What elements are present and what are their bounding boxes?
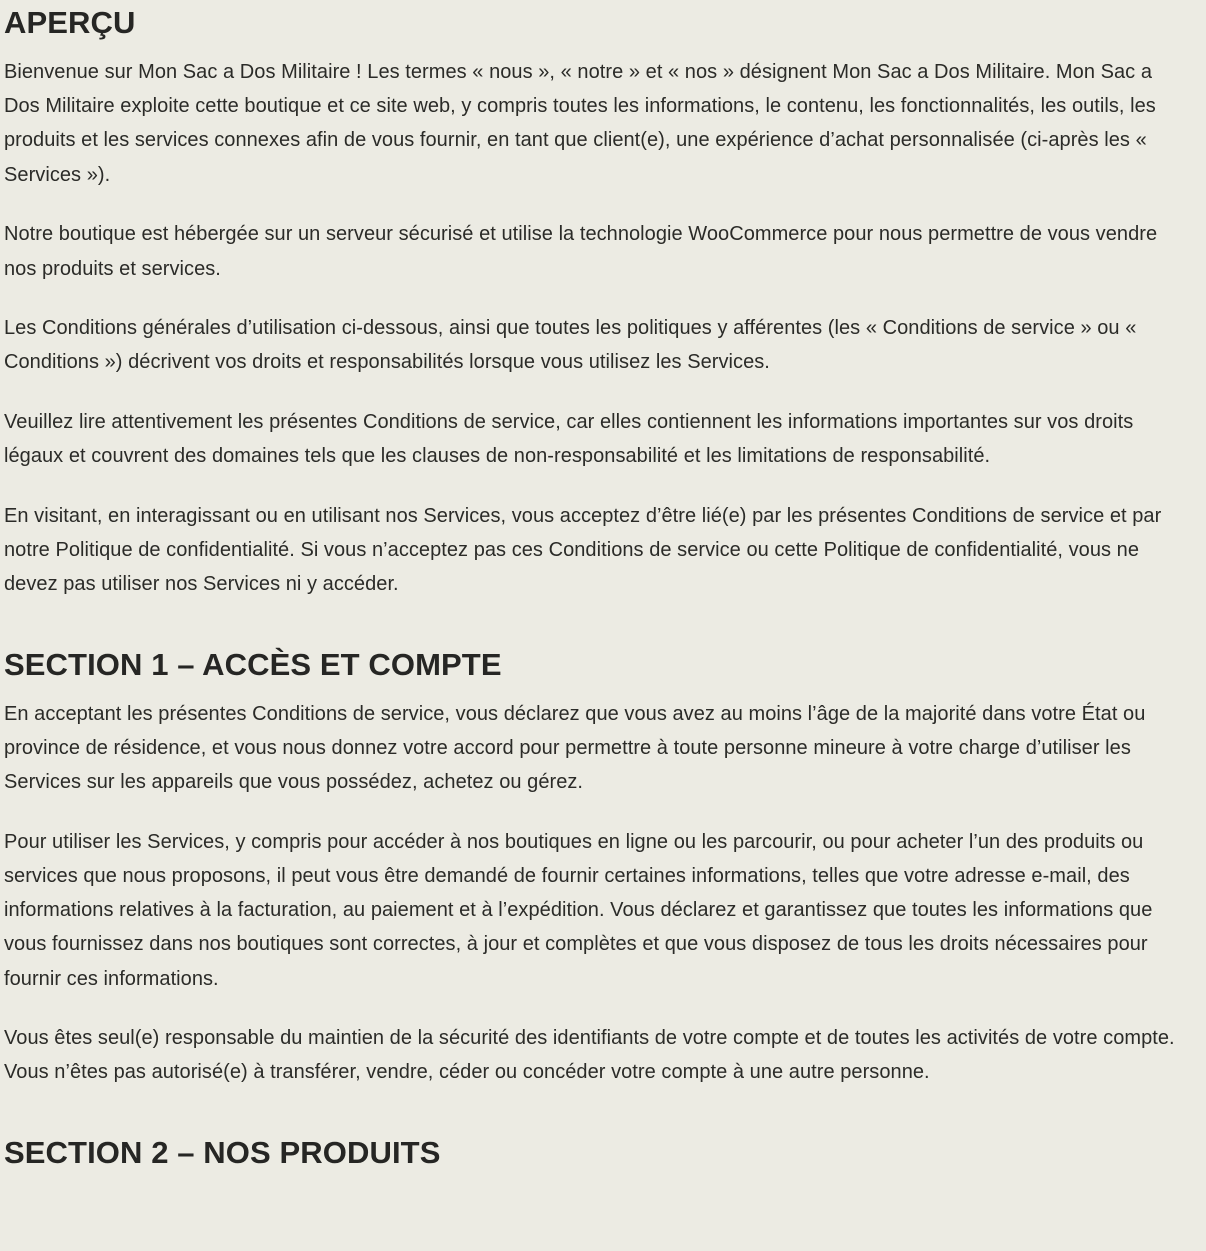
- terms-content: [0, 3, 1206, 1173]
- section1-paragraph-1: En acceptant les présentes Conditions de service, vous déclarez que vous avez au moins l’âge de la majorité dans votre État ou province de résidence, et vous nous donnez votre accord pour permettre à toute personne mineure à votre charge d’utiliser les Services sur les appareils que vous possédez, achetez ou gérez.: [4, 702, 1146, 794]
- heading-overview: APERÇU: [4, 5, 136, 40]
- overview-paragraph-5: En visitant, en interagissant ou en utilisant nos Services, vous acceptez d’être lié(e) par les présentes Conditions de service et par notre Politique de confidentialité. Si vous n’acceptez pas ces Conditions de service ou cette Politique de confidentialité, vous ne devez pas utiliser nos Services ni y accéder.: [4, 505, 1162, 596]
- overview-paragraph-4: Veuillez lire attentivement les présentes Conditions de service, car elles contiennent les informations importantes sur vos droits légaux et couvrent des domaines tels que les clauses de non-responsabilité et les limitations de responsabilité.: [4, 411, 1134, 468]
- section1-paragraph-2: Pour utiliser les Services, y compris pour accéder à nos boutiques en ligne ou les parcourir, ou pour acheter l’un des produits ou services que nous proposons, il peut vous être demandé de fournir certaines informations, telles que votre adresse e-mail, des informations relatives à la facturation, au paiement et à l’expédition. Vous déclarez et garantissez que toutes les informations que vous fournissez dans nos boutiques sont correctes, à jour et complètes et que vous disposez de tous les droits nécessaires pour fournir ces informations.: [4, 830, 1153, 990]
- overview-paragraph-3: Les Conditions générales d’utilisation ci-dessous, ainsi que toutes les politiques y afférentes (les « Conditions de service » ou « Conditions ») décrivent vos droits et responsabilités lorsque vous utilisez les Services.: [4, 317, 1137, 374]
- heading-section-1: SECTION 1 – ACCÈS ET COMPTE: [4, 646, 502, 682]
- section1-paragraph-3: Vous êtes seul(e) responsable du maintien de la sécurité des identifiants de votre compte et de toutes les activités de votre compte. Vous n’êtes pas autorisé(e) à transférer, vendre, céder ou concéder votre compte à une autre personne.: [4, 1027, 1175, 1084]
- overview-paragraph-1: Bienvenue sur Mon Sac a Dos Militaire ! Les termes « nous », « notre » et « nos » désignent Mon Sac a Dos Militaire. Mon Sac a Dos Militaire exploite cette boutique et ce site web, y compris toutes les informations, le contenu, les fonctionnalités, les outils, les produits et les services connexes afin de vous fournir, en tant que client(e), une expérience d’achat personnalisée (ci-après les « Services »).: [4, 61, 1156, 186]
- overview-paragraph-2: Notre boutique est hébergée sur un serveur sécurisé et utilise la technologie WooCommerce pour nous permettre de vous vendre nos produits et services.: [4, 223, 1158, 280]
- heading-section-2: SECTION 2 – NOS PRODUITS: [4, 1134, 441, 1170]
